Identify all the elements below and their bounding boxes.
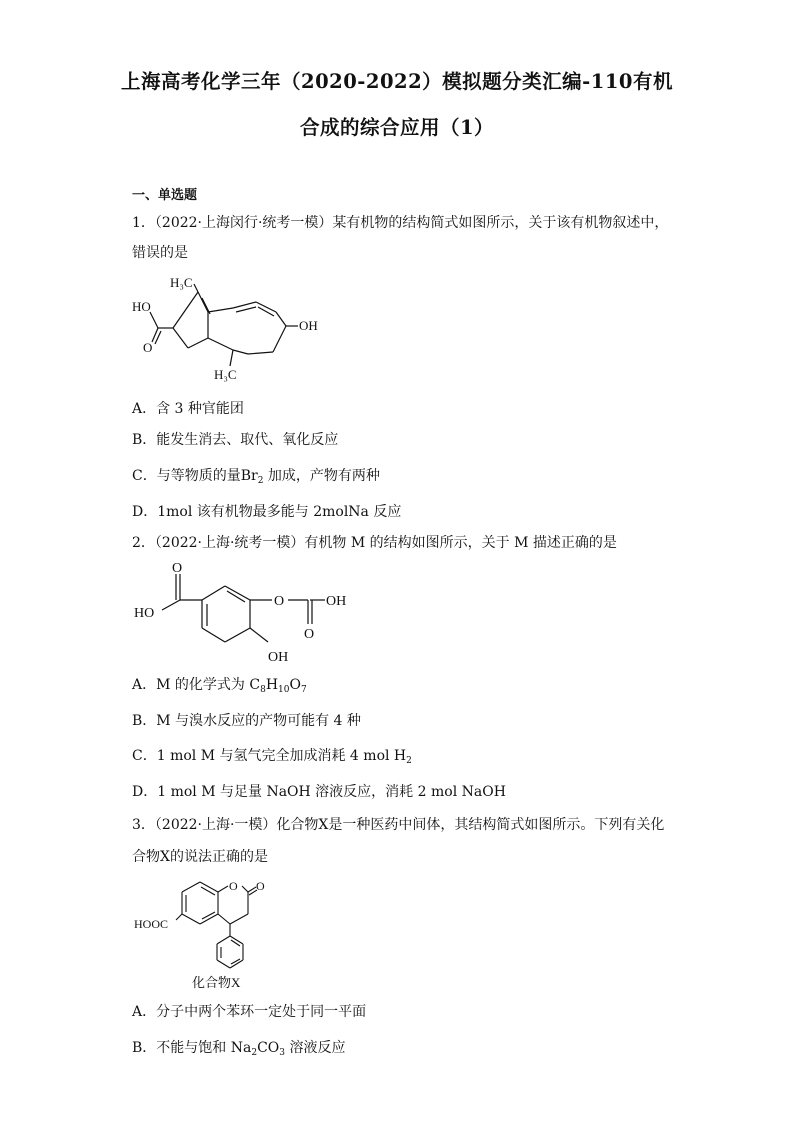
q3-structure: [130, 874, 290, 992]
q2-label-oh2: OH: [268, 650, 289, 665]
q2-stem-line1: 2．（2022·上海·统考一模）有机物 M 的结构如图所示，关于 M 描述正确的是: [132, 535, 617, 551]
q2-option-c-pre: C．1 mol M 与氢气完全加成消耗 4 mol H: [132, 748, 407, 764]
q2-option-b: B．M 与溴水反应的产物可能有 4 种: [132, 713, 361, 729]
q2-label-oh1: OH: [326, 594, 347, 609]
q3-option-b: [132, 1038, 345, 1063]
q3-label-hooc: HOOC: [134, 917, 169, 931]
q3-option-b-sub1: 2: [251, 1048, 258, 1058]
q2-option-c: [132, 746, 412, 771]
q1-label-ch3-top: H₃C: [170, 275, 193, 290]
q2-formula-c: C: [249, 677, 261, 693]
q1-structure: [128, 270, 328, 388]
q2-formula-o-sub: 7: [300, 685, 307, 695]
section-heading: 一、单选题: [132, 188, 198, 203]
q2-formula-o: O: [289, 677, 301, 693]
q2-formula-h: H: [265, 677, 279, 693]
q2-label-ho: HO: [134, 606, 155, 621]
q2-formula-c-sub: 8: [260, 685, 266, 695]
q1-option-c-pre: C．与等物质的量: [132, 468, 241, 484]
q2-option-d: D．1 mol M 与足量 NaOH 溶液反应，消耗 2 mol NaOH: [132, 784, 506, 800]
q1-option-b: B．能发生消去、取代、氧化反应: [132, 432, 339, 448]
q3-label-o-ring: O: [229, 879, 238, 893]
q3-stem-line1: 3．（2022·上海·一模）化合物X是一种医药中间体，其结构简式如图所示。下列有关化: [132, 817, 665, 833]
q1-option-c-chem: Br: [240, 468, 258, 484]
q3-option-b-sub2: 3: [279, 1048, 286, 1058]
document-title-line1: 上海高考化学三年（2020-2022）模拟题分类汇编-110有机: [121, 70, 673, 93]
q1-label-o: O: [143, 340, 153, 355]
q2-formula-h-sub: 10: [278, 685, 290, 695]
q1-option-c: [132, 466, 380, 491]
q3-option-b-pre: B．不能与饱和 Na: [132, 1040, 252, 1056]
q3-option-b-mid: CO: [257, 1040, 280, 1056]
q2-structure: [130, 560, 360, 668]
q3-label-o-keto: O: [256, 879, 265, 893]
q3-option-b-post: 溶液反应: [285, 1040, 346, 1056]
document-title-line2: 合成的综合应用（1）: [299, 116, 495, 139]
q2-label-o2: O: [274, 594, 285, 609]
q2-label-o3: O: [304, 627, 315, 642]
q2-option-c-sub: 2: [406, 756, 412, 766]
q2-option-a: [132, 675, 307, 700]
q3-label-caption: 化合物X: [192, 975, 241, 990]
q1-label-ho: HO: [132, 299, 151, 314]
q1-option-c-post: 加成，产物有两种: [263, 468, 380, 484]
q1-option-c-sub: 2: [257, 476, 264, 486]
q1-option-d: D．1mol 该有机物最多能与 2molNa 反应: [132, 504, 402, 520]
q2-option-a-pre: A．M 的化学式为: [132, 677, 250, 693]
q1-stem-line2: 错误的是: [132, 245, 188, 261]
q3-option-a: A．分子中两个苯环一定处于同一平面: [132, 1004, 367, 1020]
q1-label-ch3-bottom: H₃C: [214, 367, 237, 382]
q1-option-a: A．含 3 种官能团: [132, 401, 244, 417]
q1-stem-line1: 1．（2022·上海闵行·统考一模）某有机物的结构简式如图所示，关于该有机物叙述中，: [132, 215, 669, 231]
q2-label-o1: O: [172, 561, 183, 576]
q3-stem-line2: 合物X的说法正确的是: [132, 849, 268, 865]
q1-label-oh: OH: [299, 318, 318, 333]
